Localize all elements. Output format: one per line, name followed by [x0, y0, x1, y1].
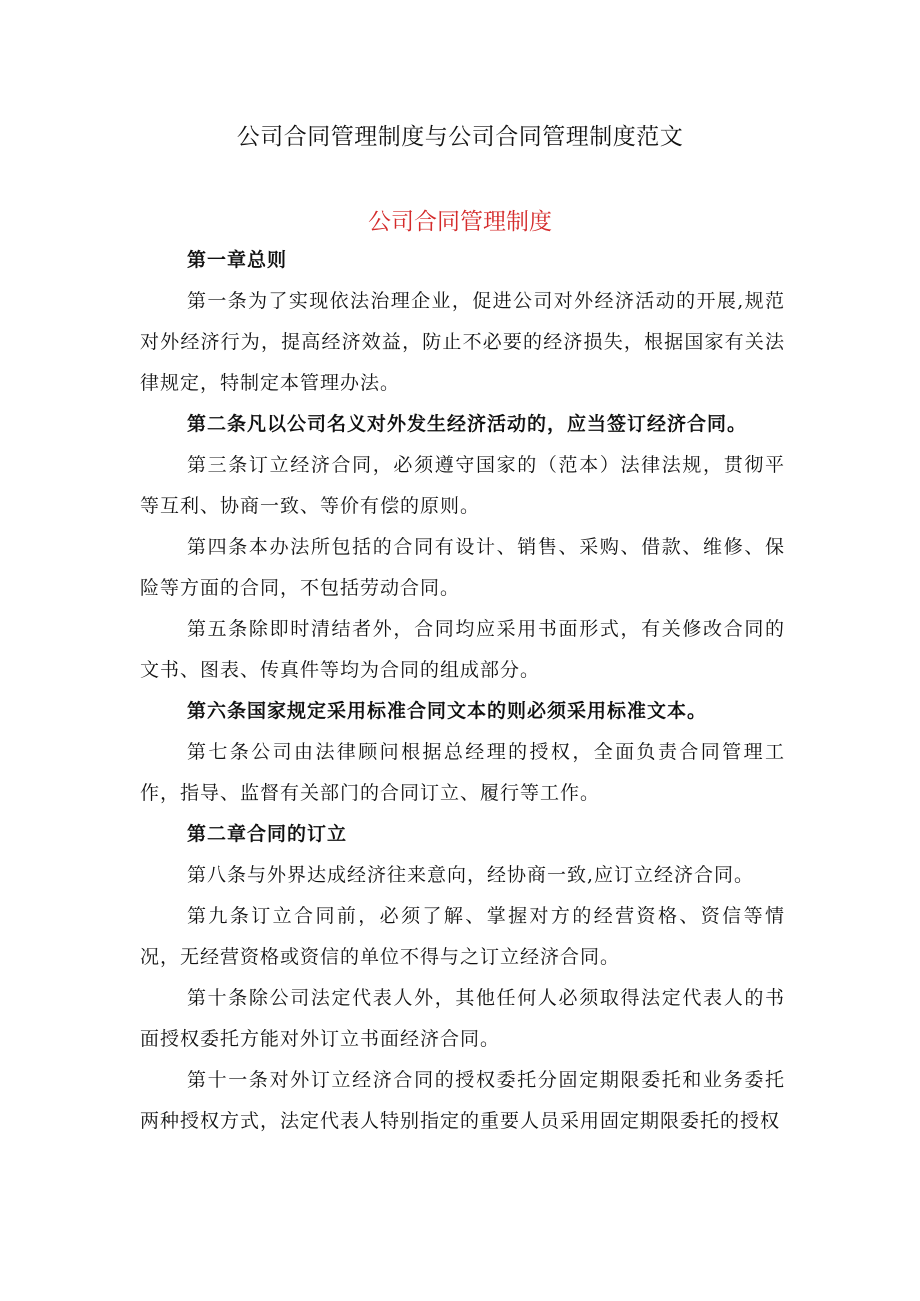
document-subtitle: 公司合同管理制度	[368, 209, 552, 235]
document-body	[140, 240, 785, 1142]
article-9: 第九条订立合同前，必须了解、掌握对方的经营资格、资信等情况，无经营资格或资信的单位不得与之订立经济合同。	[140, 905, 785, 968]
article-8: 第八条与外界达成经济往来意向，经协商一致,应订立经济合同。	[187, 864, 755, 886]
article-10: 第十条除公司法定代表人外，其他任何人必须取得法定代表人的书面授权委托方能对外订立书面经济合同。	[140, 987, 785, 1050]
article-1: 第一条为了实现依法治理企业，促进公司对外经济活动的开展,规范对外经济行为，提高经济效益，防止不必要的经济损失，根据国家有关法律规定，特制定本管理办法。	[140, 290, 785, 394]
article-3: 第三条订立经济合同，必须遵守国家的（范本）法律法规，贯彻平等互利、协商一致、等价有偿的原则。	[140, 454, 785, 517]
article-11: 第十一条对外订立经济合同的授权委托分固定期限委托和业务委托两种授权方式，法定代表人特别指定的重要人员采用固定期限委托的授权	[140, 1069, 785, 1132]
article-7: 第七条公司由法律顾问根据总经理的授权，全面负责合同管理工作，指导、监督有关部门的合同订立、履行等工作。	[140, 741, 785, 804]
document-title: 公司合同管理制度与公司合同管理制度范文	[236, 124, 684, 150]
chapter-heading-1: 第一章总则	[187, 249, 288, 271]
article-2: 第二条凡以公司名义对外发生经济活动的，应当签订经济合同。	[187, 413, 748, 435]
article-4: 第四条本办法所包括的合同有设计、销售、采购、借款、维修、保险等方面的合同，不包括劳动合同。	[140, 536, 785, 599]
chapter-heading-2: 第二章合同的订立	[187, 823, 348, 845]
article-6: 第六条国家规定采用标准合同文本的则必须采用标准文本。	[187, 700, 708, 722]
article-5: 第五条除即时清结者外，合同均应采用书面形式，有关修改合同的文书、图表、传真件等均为合同的组成部分。	[140, 618, 785, 681]
